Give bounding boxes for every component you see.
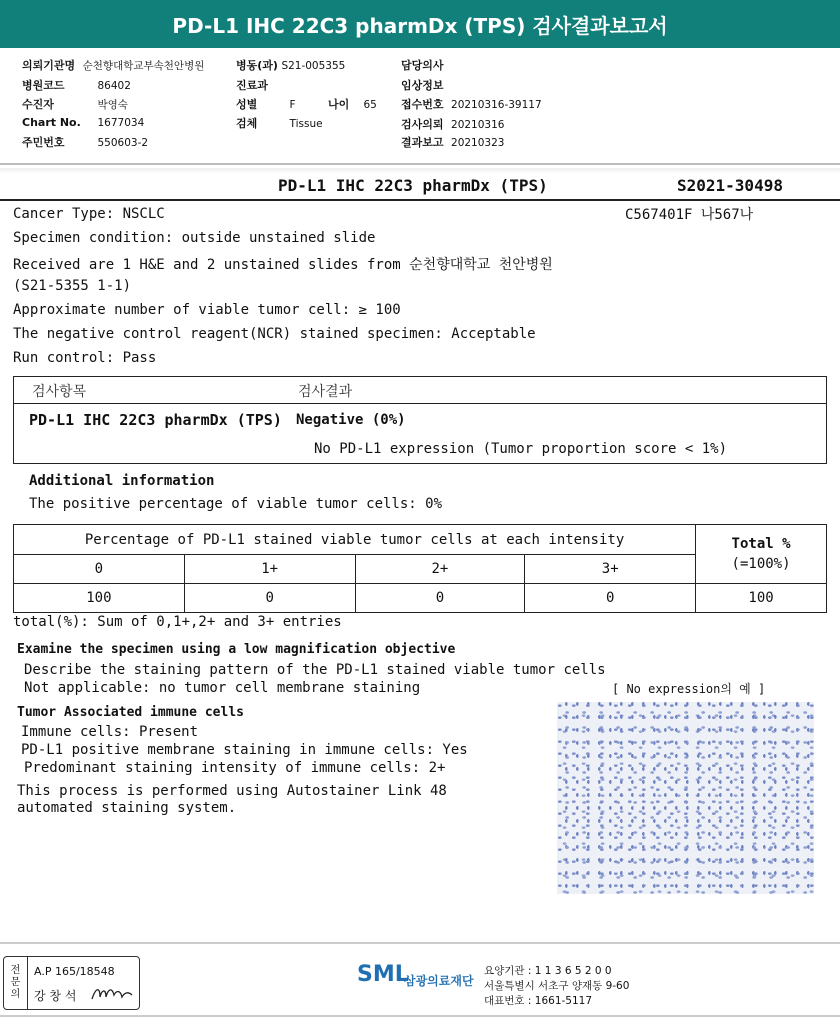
signature-icon [90, 983, 134, 1005]
pathologist-name: 강 창 석 [34, 989, 77, 1003]
receipt-row [401, 96, 542, 112]
footer-rule [0, 942, 840, 944]
intensity-level-1: 1+ [184, 555, 355, 584]
test-result-header: 검사결과 [298, 384, 353, 400]
intensity-level-3: 3+ [525, 555, 696, 584]
hospital-code-label: 병원코드 [22, 79, 65, 92]
intensity-level-0: 0 [14, 555, 185, 584]
report-number: S2021-30498 [677, 176, 783, 195]
address: 서울특별시 서초구 양재동 9-60 [484, 980, 630, 992]
result-box [13, 376, 827, 464]
run-control: Run control: Pass [13, 350, 157, 366]
examine-line-2: Not applicable: no tumor cell membrane staining [24, 680, 421, 696]
section-shadow [0, 168, 840, 174]
hospital-code-value: 86402 [97, 80, 131, 92]
report-header-rule [0, 199, 840, 201]
id-row [22, 134, 148, 150]
age-row [328, 96, 377, 112]
additional-info-heading: Additional information [29, 473, 215, 489]
result-box-header [14, 377, 826, 404]
request-label: 검사의뢰 [401, 118, 444, 131]
intensity-value-0: 100 [14, 584, 185, 613]
ward-row [236, 57, 345, 73]
report-date-label: 결과보고 [401, 136, 444, 149]
test-result-detail: No PD-L1 expression (Tumor proportion score < 1%) [314, 441, 728, 457]
specimen-label: 검체 [236, 117, 258, 130]
age-value: 65 [363, 99, 377, 111]
process-line-2: automated staining system. [17, 800, 237, 816]
received-slides: Received are 1 H&E and 2 unstained slides from 순천향대학교 천안병원 [13, 257, 553, 273]
report-title-bar [0, 0, 840, 48]
cancer-type: Cancer Type: NSCLC [13, 206, 165, 222]
ward-value: S21-005355 [281, 60, 346, 72]
doctor-label: 담당의사 [401, 59, 444, 72]
age-label: 나이 [328, 98, 350, 111]
dept-row [236, 77, 271, 93]
receipt-label: 접수번호 [401, 98, 444, 111]
clinical-label: 임상정보 [401, 79, 444, 92]
id-value: 550603-2 [97, 137, 149, 149]
examine-line-1: Describe the staining pattern of the PD-L1 stained viable tumor cells [24, 662, 606, 678]
examine-heading: Examine the specimen using a low magnification objective [17, 642, 456, 657]
request-row [401, 116, 504, 132]
ncr-result: The negative control reagent(NCR) stained specimen: Acceptable [13, 326, 536, 342]
intensity-value-3: 0 [525, 584, 696, 613]
institution-value: 순천향대학교부속천안병원 [82, 60, 205, 72]
total-note: total(%): Sum of 0,1+,2+ and 3+ entries [13, 614, 342, 630]
test-item-header: 검사항목 [32, 384, 87, 400]
receipt-value: 20210316-39117 [451, 99, 542, 111]
patient-label: 수진자 [22, 98, 54, 111]
specimen-condition: Specimen condition: outside unstained slide [13, 230, 376, 246]
immune-line-2: PD-L1 positive membrane staining in immune cells: Yes [21, 742, 468, 758]
example-caption: [ No expression의 예 ] [612, 682, 766, 696]
no-expression-sample-image [557, 702, 814, 894]
report-test-title: PD-L1 IHC 22C3 pharmDx (TPS) [278, 176, 548, 195]
id-label: 주민번호 [22, 136, 65, 149]
dept-label: 진료과 [236, 79, 268, 92]
ward-label: 병동(과) [236, 59, 278, 72]
org-name: 삼광의료재단 [404, 974, 474, 988]
footer-bottom-rule [0, 1015, 840, 1017]
chart-row [22, 116, 144, 129]
total-header-line2: (=100%) [731, 556, 791, 572]
institution-label: 의뢰기관명 [22, 59, 76, 72]
report-date-value: 20210323 [451, 137, 505, 149]
pathologist-stamp [3, 956, 140, 1010]
phone: 대표번호 : 1661-5117 [484, 995, 593, 1007]
sml-logo: SML [357, 962, 409, 987]
slide-reference: (S21-5355 1-1) [13, 278, 132, 294]
immune-line-1: Immune cells: Present [21, 724, 199, 740]
immune-heading: Tumor Associated immune cells [17, 705, 244, 720]
sex-label: 성별 [236, 98, 258, 111]
specimen-row [236, 115, 323, 131]
immune-line-3: Predominant staining intensity of immune cells: 2+ [24, 760, 446, 776]
section-divider [0, 163, 840, 165]
institution-row [22, 57, 204, 73]
test-result-value: Negative (0%) [296, 412, 406, 428]
process-line-1: This process is performed using Autostainer Link 48 [17, 783, 447, 799]
report-date-row [401, 134, 504, 150]
sex-row [236, 96, 296, 112]
intensity-level-2: 2+ [355, 555, 525, 584]
sex-value: F [289, 99, 296, 111]
intensity-value-2: 0 [355, 584, 525, 613]
total-header-line1: Total % [731, 536, 791, 552]
block-code: C567401F 나567나 [625, 207, 754, 223]
intensity-total: 100 [696, 584, 827, 613]
intensity-table-header: Percentage of PD-L1 stained viable tumor cells at each intensity [14, 525, 696, 555]
viable-tumor-count: Approximate number of viable tumor cell: ≥ 100 [13, 302, 401, 318]
page-title: PD-L1 IHC 22C3 pharmDx (TPS) 검사결과보고서 [172, 13, 668, 38]
care-code: 요양기관 : 1 1 3 6 5 2 0 0 [484, 965, 612, 977]
hospital-code-row [22, 77, 131, 93]
chart-label: Chart No. [22, 116, 81, 129]
ap-number: A.P 165/18548 [34, 965, 115, 978]
specimen-value: Tissue [289, 118, 323, 130]
patient-value: 박영숙 [97, 99, 128, 111]
request-value: 20210316 [451, 119, 505, 131]
patient-row [22, 96, 128, 112]
intensity-table [13, 524, 827, 613]
test-item-name: PD-L1 IHC 22C3 pharmDx (TPS) [29, 411, 282, 429]
positive-percentage: The positive percentage of viable tumor cells: 0% [29, 496, 443, 512]
clinical-row [401, 77, 447, 93]
doctor-row [401, 57, 447, 73]
intensity-value-1: 0 [184, 584, 355, 613]
total-header [696, 525, 827, 584]
chart-value: 1677034 [97, 117, 145, 129]
stamp-vertical-label: 전 문 의 [4, 957, 28, 1009]
